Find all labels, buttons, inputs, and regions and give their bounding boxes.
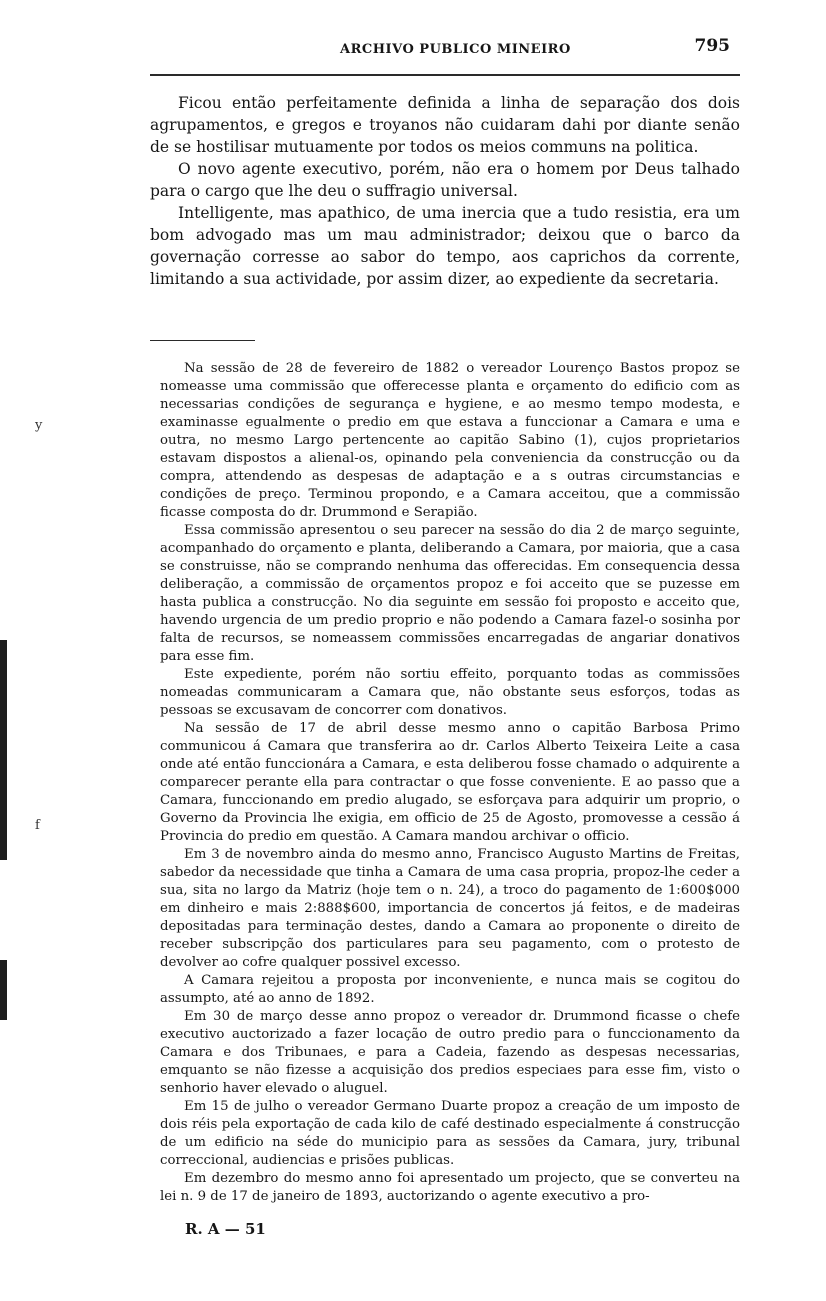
note-paragraph: A Camara rejeitou a proposta por inconveniente, e nunca mais se cogitou do assumpto, até ao anno de 1892. [160, 973, 740, 1006]
signature-mark: R. A — 51 [185, 1220, 266, 1238]
note-paragraph: Em 15 de julho o vereador Germano Duarte propoz a creação de um imposto de dois réis pela exportação de cada kilo de café destinado especialmente á construcção de um edificio na séde do municipio para as sessões da Camara, jury, tribunal correccional, audiencias e prisões publicas. [160, 1099, 740, 1168]
main-paragraph: Ficou então perfeitamente definida a linha de separação dos dois agrupamentos, e gregos e troyanos não cuidaram dahi por diante senão de se hostilisar mutuamente por todos os meios communs na politica. [150, 94, 740, 156]
margin-mark: f [35, 818, 40, 833]
note-paragraph: Em 30 de março desse anno propoz o vereador dr. Drummond ficasse o chefe executivo auctorizado a fazer locação de outro predio para o funccionamento da Camara e dos Tribunaes, e para a Cadeia, fazendo as despesas necessarias, emquanto se não fizesse a acquisição dos predios especiaes para esse fim, visto o senhorio haver elevado o aluguel. [160, 1009, 740, 1096]
note-paragraph: Este expediente, porém não sortiu effeito, porquanto todas as commissões nomeadas communicaram a Camara que, não obstante seus esforços, todas as pessoas se excusavam de concorrer com donativos. [160, 667, 740, 718]
main-paragraph: O novo agente executivo, porém, não era o homem por Deus talhado para o cargo que lhe deu o suffragio universal. [150, 160, 740, 200]
note-paragraph: Na sessão de 17 de abril desse mesmo anno o capitão Barbosa Primo communicou á Camara que transferira ao dr. Carlos Alberto Teixeira Leite a casa onde até então funccionára a Camara, e esta deliberou fosse chamado o adquirente a comparecer perante ella para contractar o que fosse conveniente. E ao passo que a Camara, funccionando em predio alugado, se esforçava para adquirir um proprio, o Governo da Provincia lhe exigia, em officio de 25 de Agosto, promovesse a cessão á Provincia do predio em questão. A Camara mandou archivar o officio. [160, 721, 740, 844]
note-paragraph: Na sessão de 28 de fevereiro de 1882 o vereador Lourenço Bastos propoz se nomeasse uma commissão que offerecesse planta e orçamento do edificio com as necessarias condições de segurança e hygiene, e ao mesmo tempo modesta, e examinasse egualmente o predio em que estava a funccionar a Camara e uma e outra, no mesmo Largo pertencente ao capitão Sabino (1), cujos proprietarios estavam dispostos a alienal-os, opinando pela conveniencia da construcção ou da compra, attendendo as despesas de adaptação e a s outras circumstancias e condições de preço. Terminou propondo, e a Camara acceitou, que a commissão ficasse composta do dr. Drummond e Serapião. [160, 361, 740, 520]
note-paragraph: Em 3 de novembro ainda do mesmo anno, Francisco Augusto Martins de Freitas, sabedor da necessidade que tinha a Camara de uma casa propria, propoz-lhe ceder a sua, sita no largo da Matriz (hoje tem o n. 24), a troco do pagamento de 1:600$000 em dinheiro e mais 2:888$600, importancia de concertos já feitos, e de madeiras depositadas para terminação destes, dando a Camara ao proponente o direito de receber subscripção dos particulares para seu pagamento, com o protesto de devolver ao cofre qualquer possivel excesso. [160, 847, 740, 970]
page-number: 795 [694, 36, 730, 56]
margin-mark: y [35, 418, 43, 433]
running-title: ARCHIVO PUBLICO MINEIRO [340, 42, 571, 57]
note-paragraph: Essa commissão apresentou o seu parecer na sessão do dia 2 de março seguinte, acompanhado do orçamento e planta, deliberando a Camara, por maioria, que a casa se construisse, não se comprando nenhuma das offerecidas. Em consequencia dessa deliberação, a commissão de orçamentos propoz e foi acceito que se puzesse em hasta publica a construcção. No dia seguinte em sessão foi proposto e acceito que, havendo urgencia de um predio proprio e não podendo a Camara fazel-o sosinha por falta de recursos, se nomeassem commissões encarregadas de angariar donativos para esse fim. [160, 523, 740, 664]
main-paragraph: Intelligente, mas apathico, de uma inercia que a tudo resistia, era um bom advogado mas um mau administrador; deixou que o barco da governação corresse ao sabor do tempo, aos caprichos da corrente, limitando a sua actividade, por assim dizer, ao expediente da secretaria. [150, 204, 740, 288]
note-paragraph: Em dezembro do mesmo anno foi apresentado um projecto, que se converteu na lei n. 9 de 17 de janeiro de 1893, auctorizando o agente executivo a pro- [160, 1171, 740, 1204]
scan-edge-shadow [0, 640, 7, 860]
running-header [150, 34, 740, 76]
notes-separator-rule [150, 340, 255, 341]
scan-edge-shadow-lower [0, 960, 7, 1020]
notes-block [160, 360, 740, 1206]
main-text-block [150, 92, 740, 290]
